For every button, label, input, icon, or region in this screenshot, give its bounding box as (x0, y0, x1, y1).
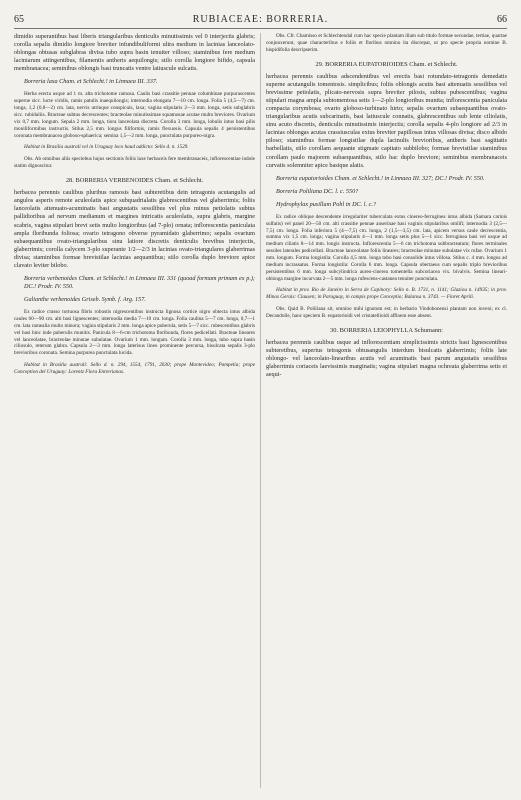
citation-borreria-laxa: Borreria laxa Cham. et Schlecht.! in Linnaea III. 337. (24, 78, 158, 86)
page-number-left: 65 (14, 14, 24, 25)
right-column (266, 33, 507, 793)
running-title: RUBIACEAE: BORRERIA. (192, 14, 329, 25)
species-description-28: herbacea perennis caulibus pluribus ramosis basi subteretibus dein tetragonis acutangulis ad angulos asperis remote aculeolatis apice subquadrialatis glabrescentibus vel glaberrimis; foliis lanceolatis attenuato-acuminatis basi angustatis sessilibus vel plus minus petiolatis subtus pallidioribus ad nervum medianum et margines intricatis aculeolatis, supra glabris, margine scabris, vagina stipulari brevi setis multo longioribus (ad 7-plo) ornata; inflorescentia paniculata ampla floribunda foliosa; ovario tetragono obverse pyramidato glaberrimo; sepalis ovarium subaequantibus ovato-triangularibus sinu latiore discretis denticulis brevibus interjectis, glaberrimis; corolla calycem 3-plo superante 1/2—2/3 in lacinias ovato-triangulares glaberrimas divisa; staminibus formae brevistilae lacinias aequantibus; stilo corolla duplo breviore apice clavato leviter bilobo. (14, 189, 255, 269)
detail-description-29: Ex radice oblique descendente irregulariter tuberculata extus cinereo-ferruginea intus albida (Samara carinis sulfatis) vel panel 20—50 cm. alti crassitie pennae anserinae basi vaginis stipularibus omlifi; internodia 3 (2,5—7,5) cm. longa. Folia inferiora 5 (4—7,5) cm. longa, 2 (1,5—3,5) cm. lata, apicem versus caule decrescentia, summa vix 1,5 cm. longa; vagina stipularis 4—1 mm. longa setis plus 5—1 sicc. ferruginea basi vel usque ad medium ciliatis 8—14 mm. longis instructa. Inflorescentia 5—6 cm trichotoma subbracteatum; flores terminales sessiles laterales pedicellati. Bracteae lanceolatae foliis lineares; bracteolae minutae subulatae vix rufae. Ovarium 1 mm. longum. Forma longistila: Corolla 4,5 mm. longa tubo basi consolide intus villosa. Stilus c. 4 mm. longus ad medium incrassatus. Forma longistila: Corolla 6 mm. longa. Capsula obertaeus cum sepalis triplo brevioribus persistentibus 6 mm. longa subcylindrica aureo-cinerea tomentella subcoriacea vix. bivalvis. Semina lineari-oblonga margine incurvata 2—5 mm. longa rufescens-castanea tenuiter punctulata. (266, 213, 507, 282)
citation-29a: Borreria eupatorioides Cham. et Schlecht.! in Linnaea III. 327; DC.! Prodr. IV. 550. (276, 174, 485, 182)
running-header (14, 14, 507, 28)
citation-28a: Borreria verbenoides Cham. et Schlecht.! in Linnaea III. 331 (quoad formam primam ex p.); DC.! Prodr. IV. 550. (24, 274, 255, 290)
species-heading-29: 29. BORRERIA EUPATORIOIDES Cham. et Schlecht. (315, 60, 458, 68)
species-heading-28: 28. BORRERIA VERBENOIDES Cham. et Schlecht. (65, 176, 204, 184)
habitat-28: Habitat in Brasilia australi: Sello d. n. 294, 1554, 1791, 2030; prope Montevideo; Pampelia; prope Conception del Uruguay: Lorentz Flora Entrerianas. (14, 362, 255, 375)
observation-top: Obs. Cfr. Chamisso et Schlechtendal cum hac specie plantam illam sub titulo formae secundae, tertiae, quartae conjunxerunt, quae characteribus e foliis et floribus omnino ita discrepat, ut pro specie propria nomine B. hispidifolia descripserim. (266, 33, 507, 53)
column-divider (260, 33, 261, 788)
header-rule (14, 28, 507, 29)
habitat-29: Habitat in prov. Rio de Janeiro in Serra de Capinory: Sello n. B. 1731, n. 1141; Glaziou n. 14935; in prov. Minas Gerais: Clausen; in Paraguay, in campis prope Conceptio; Balansa n. 3743. — Floret Aprili. (266, 287, 507, 301)
citation-28b: Galianthe verbenoides Griseb. Symb. f. Arg. 157. (24, 296, 146, 304)
observation-29: Obs. Quid B. Poliliana sit, omnino mihi ignotum est; in herbario Vindobonensi plantam non inveni; ex cl. Decandolle, hanc speciem B. eupatorioidi vel cristatellioidi affinem esse absent. (266, 306, 507, 320)
page-number-right: 66 (497, 14, 507, 25)
description-continued: dimidio superantibus basi liberis triangularibus denticulis minutissimis vel 0 interjectis glabris; corolla sepalis dimidio longiore breviter infundibuliformi ultra medium in lacinias lanceolato-oblongas obtusas subglabras divisa tubo supra basin tenuiter villoso; staminibus fere medium laciniarum attingentibus, filamentis antheris aequilongis; stilo corolla longiore bifido, capsula membranacea; seminibus oblongis basi truncatis ventre latiuscule sulcatis. (14, 33, 255, 73)
species-description-29: herbacea perennis caulibus adscendentibus vel erectis basi rotundato-tetragonis demedatis superne acutangulis tomentosis. simplicibus; foliis oblongis acutis basi attenuatis sessilibus vel brevissime petiolatis, plicato-nervosis supra breviter pilosis, subtus pubescentibus; vagina stipulari magna ampla subtomentosa setis 1—2-plo longioribus munita; inflorescentia paniculata compacta corymbosa; ovario globoso-turbinato hirto; sepalis ovarium subaequantibus ovato-triangularibus acutis subcarinatis, basi latiuscule connatis, glabrescentibus sub lente ciliolatis, sinu acuto discretis, denticulis minutissimis interjectis; corolla sepalis 4-plo longiore ad 2/3 in lacinias oblongas acutas crassiusculas extus breviter papillosas intus villosas divisa; disco albido piloso; staminibus formae longistilae dupla lacinulis brevioribus, antheris basi sagittatis barbellatis, stilo corollam aequante stigmate capitato subbilobo; formae brevistilae staminibus corollam paulo majorem subaequantibus, stilo hac duplo breviore; seminibus membranaceis curvatis solemniter apice basique alatis. (266, 72, 507, 169)
detail-description-28: Ex radice crasso tortuosa fibris robustis nigrescentibus instructa lignosa cortice nigro obtecta intus albida caules 60—90 cm. alti basi lignescentes; internodia media 7—10 cm. longa. Folia caulina 5—7 cm. longa, 0,7—1 cm. lata ramealia multo minora; vagina stipularis 2 mm. longa apice puberula, setis 5—7 sicc. rubescentibus glabris vel basi hinc inde puberulis munitis. Panicula 8—6-cm trichotoma floribunda, flores pedicellati. Bracteae lineares vel lanceolatae, bracteolae minutae subulatae. Ovarium 1 mm. longum. Corolla 3 mm. longa, tubo supra basin ciliosulo, reterum glabra. Capsula 2—3 mm. longa laterisus lineo prominente percursa, bisulcata sepalis 3-plo brevioribus coronata. Semina purpurea punctulata lucida. (14, 309, 255, 357)
habitat-borreria-laxa: Habitat in Brasilia australi vel in Uruguay loco haud addicto: Sello d. n. 1529. (24, 144, 189, 151)
species-description-30: herbacea perennis caulibus usque ad inflorescentiam simplicissimis strictis basi lignescentibus subteretibus, superius tetragonis obtusangulis interdum bisulcatis glaberrimis; foliis late oblongo- vel lanceolato-linearibus acutis vel acuminatis basi parum angustatis sessilibus glaberrimis coriaceis laevissimis marginatis; vagina stipulari magna ochreata glaberrima setis ei aequi- (266, 339, 507, 379)
left-column (14, 33, 255, 793)
species-heading-30: 30. BORRERIA LEIOPHYLLA Schumann: (330, 326, 443, 334)
citation-29b: Borreria Poliliana DC. l. c. 550? (276, 187, 359, 195)
observation-borreria-laxa: Obs. Ab omnibus aliis speciebus hujus sectionis foliis laxe herbaceis fere membranaceis, inflorescentiae indole statim dignoscitur. (14, 156, 255, 170)
description-borreria-laxa: Herba erecta usque ad 1 m. alta trichotome ramosa. Caulis basi crassitie pennae columbinae purpurascentes superne sicc. lucte viridis, ramis patulis inaequilongis; internodia elongata 7—10 cm. longa. Folia 5 (4,5—7) cm. longa, 1,2 (0,8—2) cm. lata, nervis utrinque conspicuis, laxa; vagina stipularis 2—3 mm. longa, setis subglabris sicc. rubiduliis. Bracteae subtus decrescentes; bracteolae minutissimae squamosae acutae multo breviores. Ovarium vix 0,7 mm. longum. Sepala 2 mm. longa, tiora lanceolata discreta. Corolla 3 mm. longa, lobulis intus basi pilis moniliformibus instructis. Stilus 2,5 mm. longus filiformis, ramis flexuosis. Capsula sepalis 4 persistentibus coronata membranacea globoso-sphaerica; semina 1,5—2 mm. longa, punctulata purpureo-nigra. (14, 91, 255, 139)
citation-29c: Hydrophylax pusillum Pohl in DC. l. c.? (276, 200, 376, 208)
